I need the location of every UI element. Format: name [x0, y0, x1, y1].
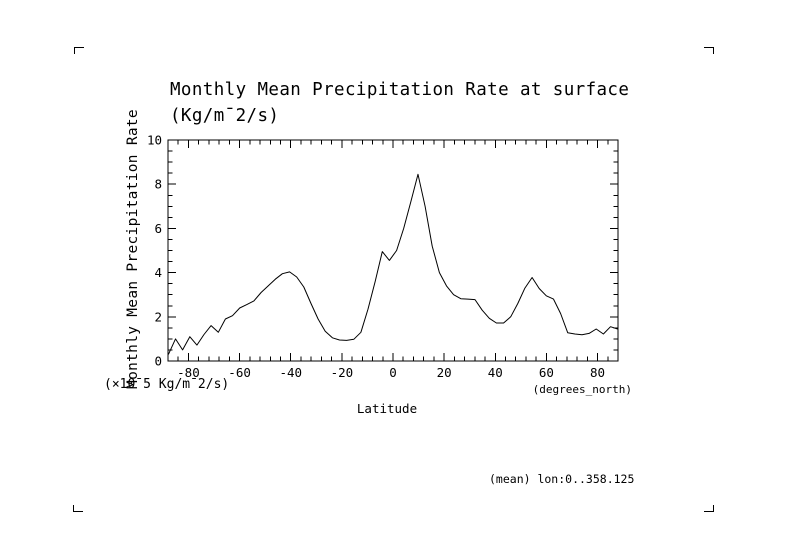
x-tick-label: -60	[228, 365, 251, 380]
y-tick-label: 4	[154, 265, 162, 281]
y-tick-label: 10	[146, 132, 162, 148]
y-tick-label: 6	[154, 220, 162, 236]
y-units-label: (×10¯5 Kg/m¯2/s)	[104, 377, 230, 392]
x-units-label: (degrees_north)	[532, 383, 632, 396]
x-tick-label: 60	[538, 365, 554, 380]
x-tick-label: 0	[389, 365, 397, 380]
x-tick-label: -20	[330, 365, 354, 380]
axis-box	[168, 140, 618, 361]
x-axis-title: Latitude	[356, 401, 418, 416]
x-tick-label: 40	[487, 365, 503, 380]
chart-subtitle: (Kg/m¯2/s)	[170, 106, 280, 126]
mean-lon-annotation: (mean) lon:0..358.125	[489, 472, 635, 486]
y-tick-label: 0	[154, 353, 162, 369]
data-line-precipitation_rate	[168, 174, 617, 354]
x-tick-label: -40	[279, 365, 303, 380]
x-tick-label: -80	[177, 365, 200, 380]
chart-title: Monthly Mean Precipitation Rate at surface	[170, 80, 630, 100]
x-tick-label: 20	[436, 365, 452, 380]
y-axis-title: Monthly Mean Precipitation Rate	[125, 109, 141, 389]
y-tick-label: 8	[154, 176, 162, 192]
x-tick-label: 80	[590, 365, 606, 380]
y-tick-label: 2	[154, 309, 162, 325]
